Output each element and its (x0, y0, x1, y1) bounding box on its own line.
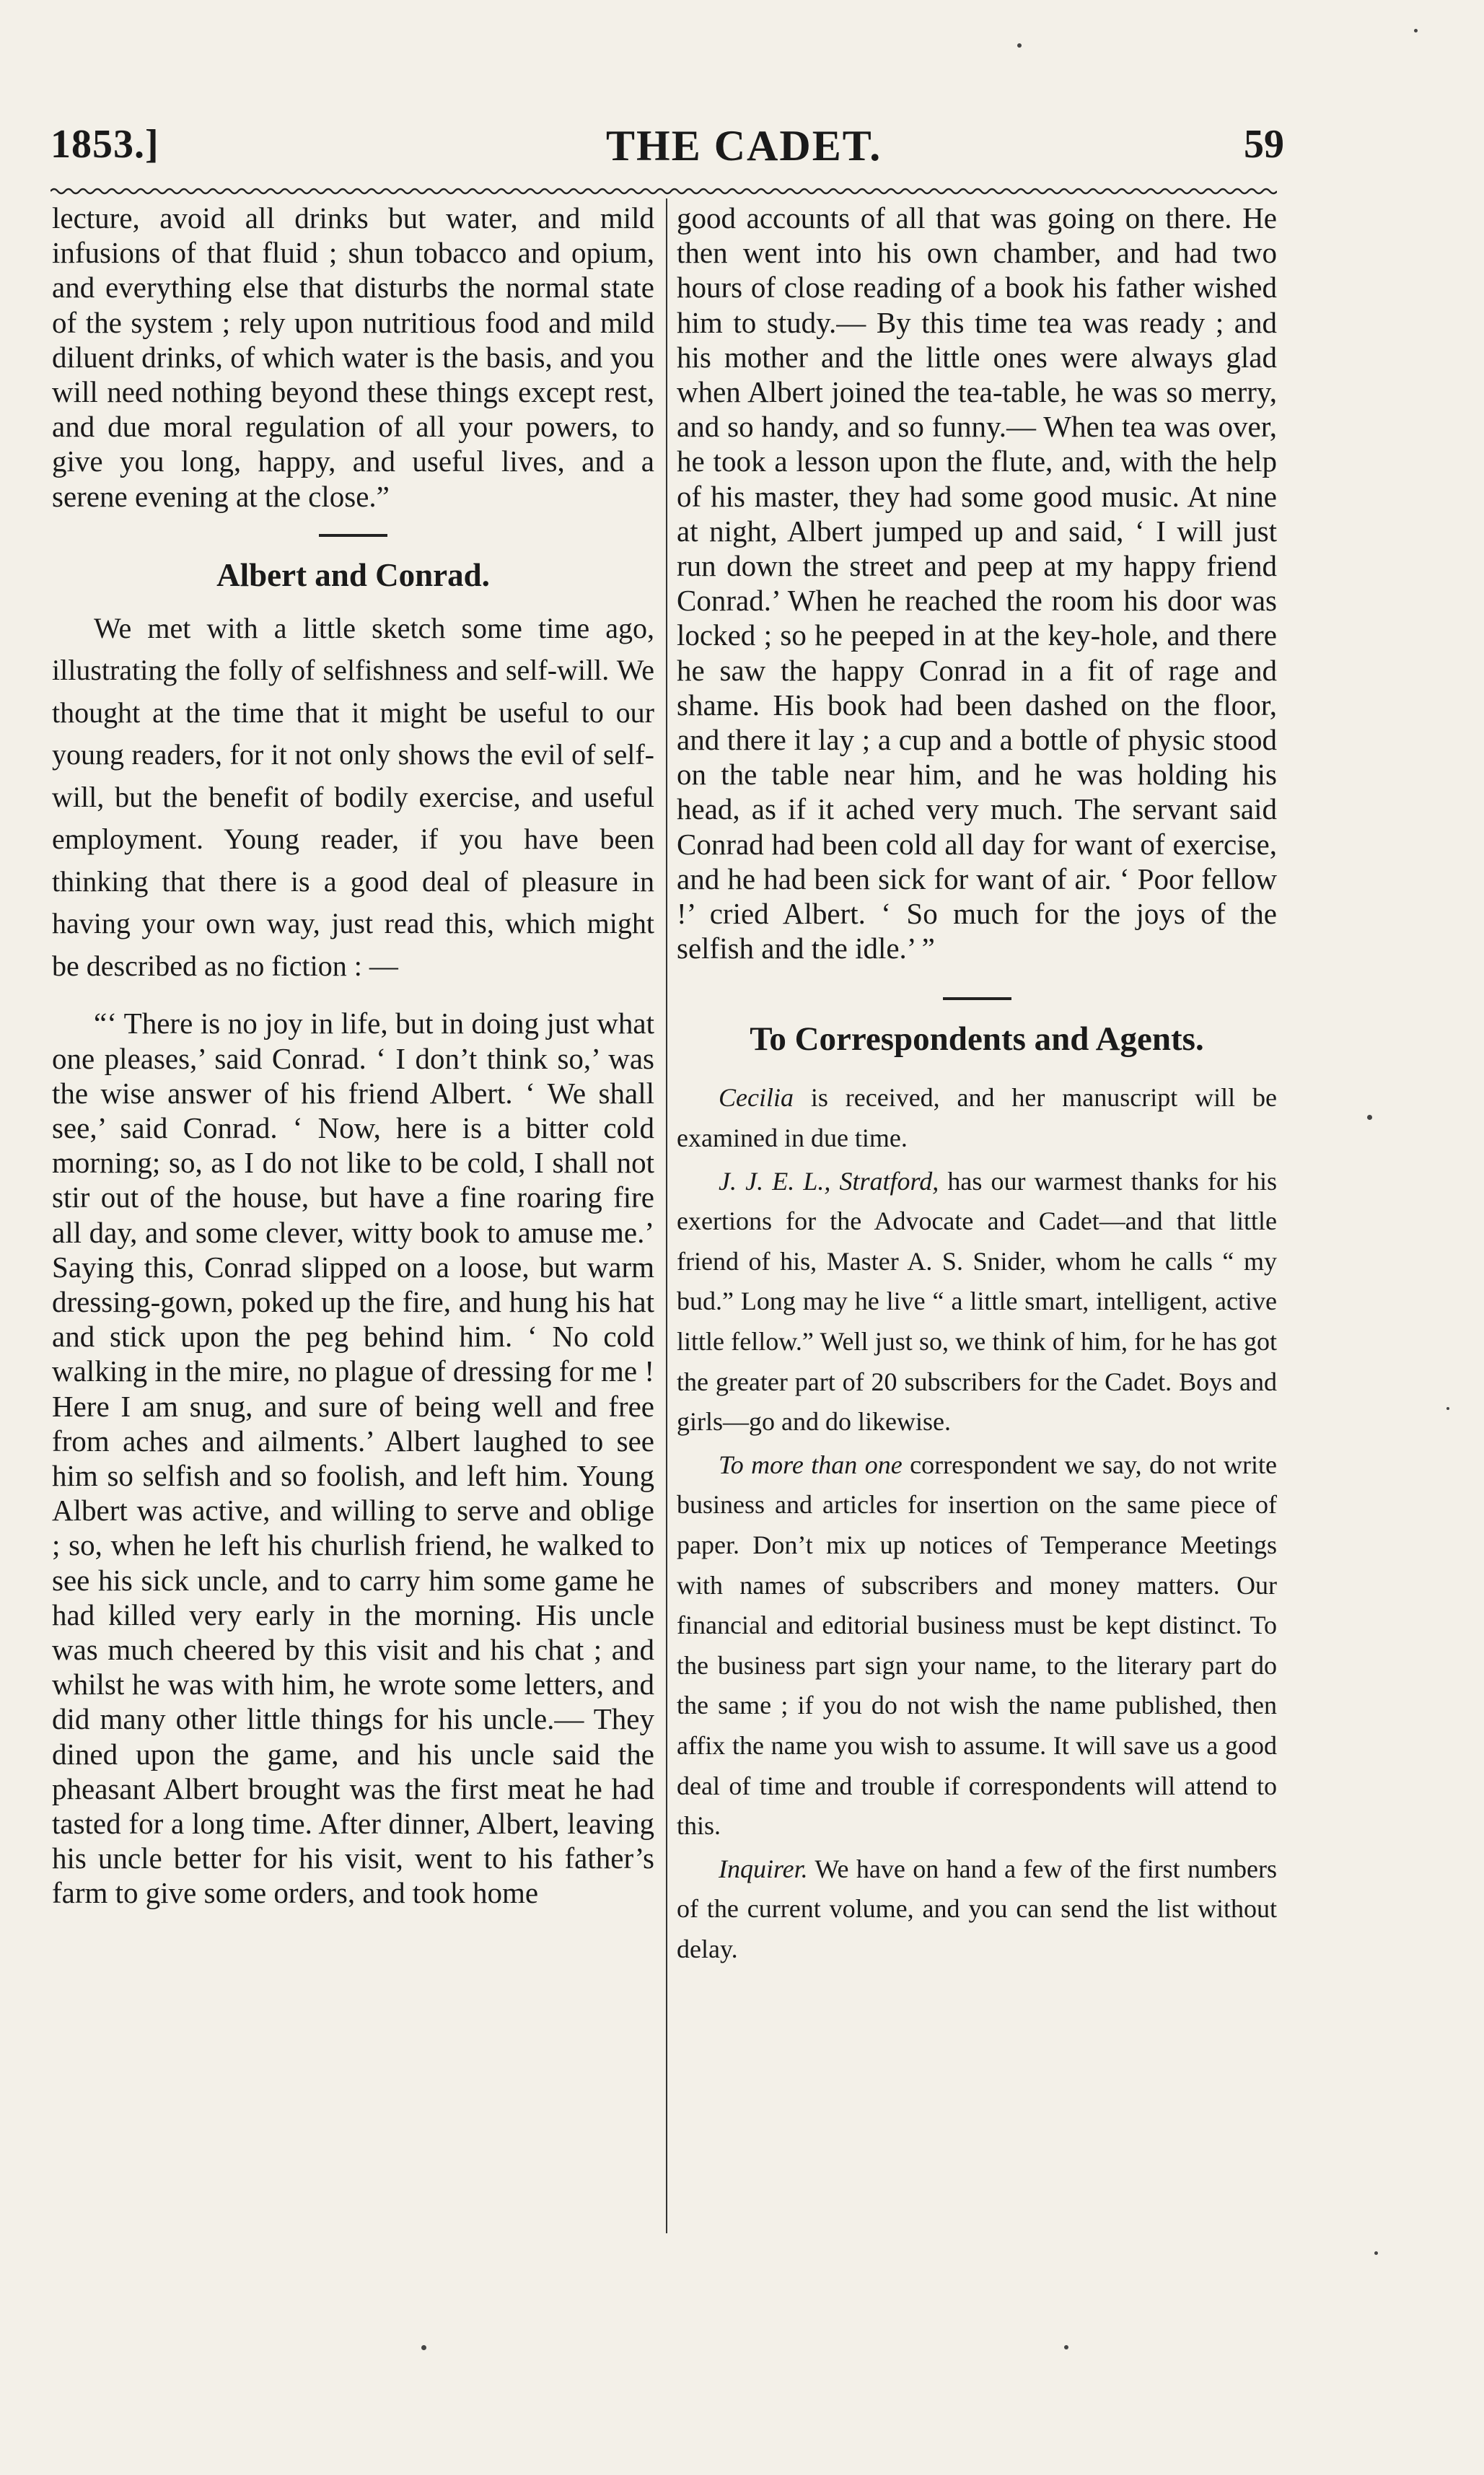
correspondent-name: Cecilia (719, 1083, 794, 1113)
correspondent-text: We have on hand a few of the first numbers of the current volume, and you can send the list without delay. (677, 1854, 1277, 1963)
scan-speck (1414, 29, 1418, 32)
scan-speck (421, 2345, 426, 2350)
story-continued-paragraph: good accounts of all that was going on there. He then went into his own chamber, and had two hours of close reading of a book his father wished him to study.— By this time tea was ready ; and his mother and the little ones were always glad when Albert joined the tea-table, he was so merry, and so handy, and so funny.— When tea was over, he took a lesson upon the flute, and, with the help of his master, they had some good music. At nine at night, Albert jumped up and said, ‘ I will just run down the street and peep at my happy friend Conrad.’ When he reached the room his door was locked ; so he peeped in at the key-hole, and there he saw the happy Conrad in a fit of rage and shame. His book had been dashed on the floor, and there it lay ; a cup and a bottle of physic stood on the table near him, and he was holding his head, as if it ached very much. The servant said Conrad had been cold all day for want of exercise, and he had been sick for want of air. ‘ Poor fellow !’ cried Albert. ‘ So much for the joys of the selfish and the idle.’ ” (677, 201, 1277, 965)
scan-speck (1446, 1407, 1449, 1410)
correspondent-entry (677, 1445, 1277, 1847)
header-wavy-rule (51, 186, 1277, 196)
header-title: THE CADET. (606, 122, 882, 170)
correspondent-text: is received, and her manuscript will be examined in due time. (677, 1083, 1277, 1153)
correspondent-name: Inquirer. (719, 1854, 808, 1883)
correspondent-name: To more than one (719, 1450, 903, 1479)
scan-speck (1367, 1115, 1372, 1120)
correspondent-entry (677, 1162, 1277, 1442)
left-column (52, 201, 654, 1911)
scan-speck (1017, 43, 1022, 48)
scan-speck (1374, 2251, 1378, 2255)
sketch-intro-paragraph: We met with a little sketch some time ago, illustrating the folly of selfishness and self-will. We thought at the time that it might be useful to our young readers, for it not only shows the evil of self-will, but the benefit of bodily exercise, and useful employment. Young reader, if you have been thinking that there is a good deal of pleasure in having your own way, just read this, which might be described as no fiction : — (52, 611, 654, 982)
section-rule-2 (943, 997, 1011, 1000)
correspondents-list (677, 1078, 1277, 1969)
intro-paragraph: lecture, avoid all drinks but water, and mild infusions of that fluid ; shun tobacco and opium, and everything else that disturbs the normal state of the system ; rely upon nutritious food and mild diluent drinks, of which water is the basis, and you will need nothing beyond these things except rest, and due moral regulation of all your powers, to give you long, happy, and useful lives, and a serene evening at the close.” (52, 201, 654, 513)
header-page-number: 59 (1244, 122, 1284, 167)
section-rule (319, 534, 387, 537)
correspondent-entry (677, 1849, 1277, 1970)
correspondent-entry (677, 1078, 1277, 1158)
running-header (51, 121, 1284, 186)
correspondent-text: correspondent we say, do not write business and articles for insertion on the same piece of paper. Don’t mix up notices of Temperance Meetings with names of subscribers and money matters. Our financial and editorial business must be kept distinct. To the business part sign your name, to the literary part do the same ; if you do not wish the name published, then affix the name you wish to assume. It will save us a good deal of time and trouble if correspondents will attend to this. (677, 1450, 1277, 1841)
correspondent-text: has our warmest thanks for his exertions for the Advocate and Cadet—and that little friend of his, Master A. S. Snider, whom he calls “ my bud.” Long may he live “ a little smart, intelligent, active little fellow.” Well just so, we think of him, for he has got the greater part of 20 subscribers for the Cadet. Boys and girls—go and do likewise. (677, 1166, 1277, 1437)
column-divider (666, 198, 667, 2233)
scan-speck (1064, 2345, 1068, 2349)
section-title-correspondents: To Correspondents and Agents. (750, 1020, 1204, 1059)
story-paragraph: “‘ There is no joy in life, but in doing just what one pleases,’ said Conrad. ‘ I don’t think so,’ was the wise answer of his friend Albert. ‘ We shall see,’ said Conrad. ‘ Now, here is a bitter cold morning; so, as I do not like to be cold, I shall not stir out of the house, but have a fine roaring fire all day, and some clever, witty book to amuse me.’ Saying this, Conrad slipped on a loose, but warm dressing-gown, poked up the fire, and hung his hat and stick upon the peg behind him. ‘ No cold walking in the mire, no plague of dressing for me ! Here I am snug, and sure of being well and free from aches and ailments.’ Albert laughed to see him so selfish and so foolish, and left him. Young Albert was active, and willing to serve and oblige ; so, when he left his churlish friend, he walked to see his sick uncle, and to carry him some game he had killed very early in the morning. His uncle was much cheered by this visit and his chat ; and whilst he was with him, he wrote some letters, and did many other little things for his uncle.— They dined upon the game, and his uncle said the pheasant Albert brought was the first meat he had tasted for a long time. After dinner, Albert, leaving his uncle better for his visit, went to his father’s farm to give some orders, and took home (52, 1007, 654, 1910)
right-column (677, 201, 1277, 1973)
header-year: 1853.] (51, 122, 159, 167)
section-title-albert-conrad: Albert and Conrad. (216, 556, 490, 593)
correspondent-name: J. J. E. L., Stratford, (719, 1166, 939, 1196)
